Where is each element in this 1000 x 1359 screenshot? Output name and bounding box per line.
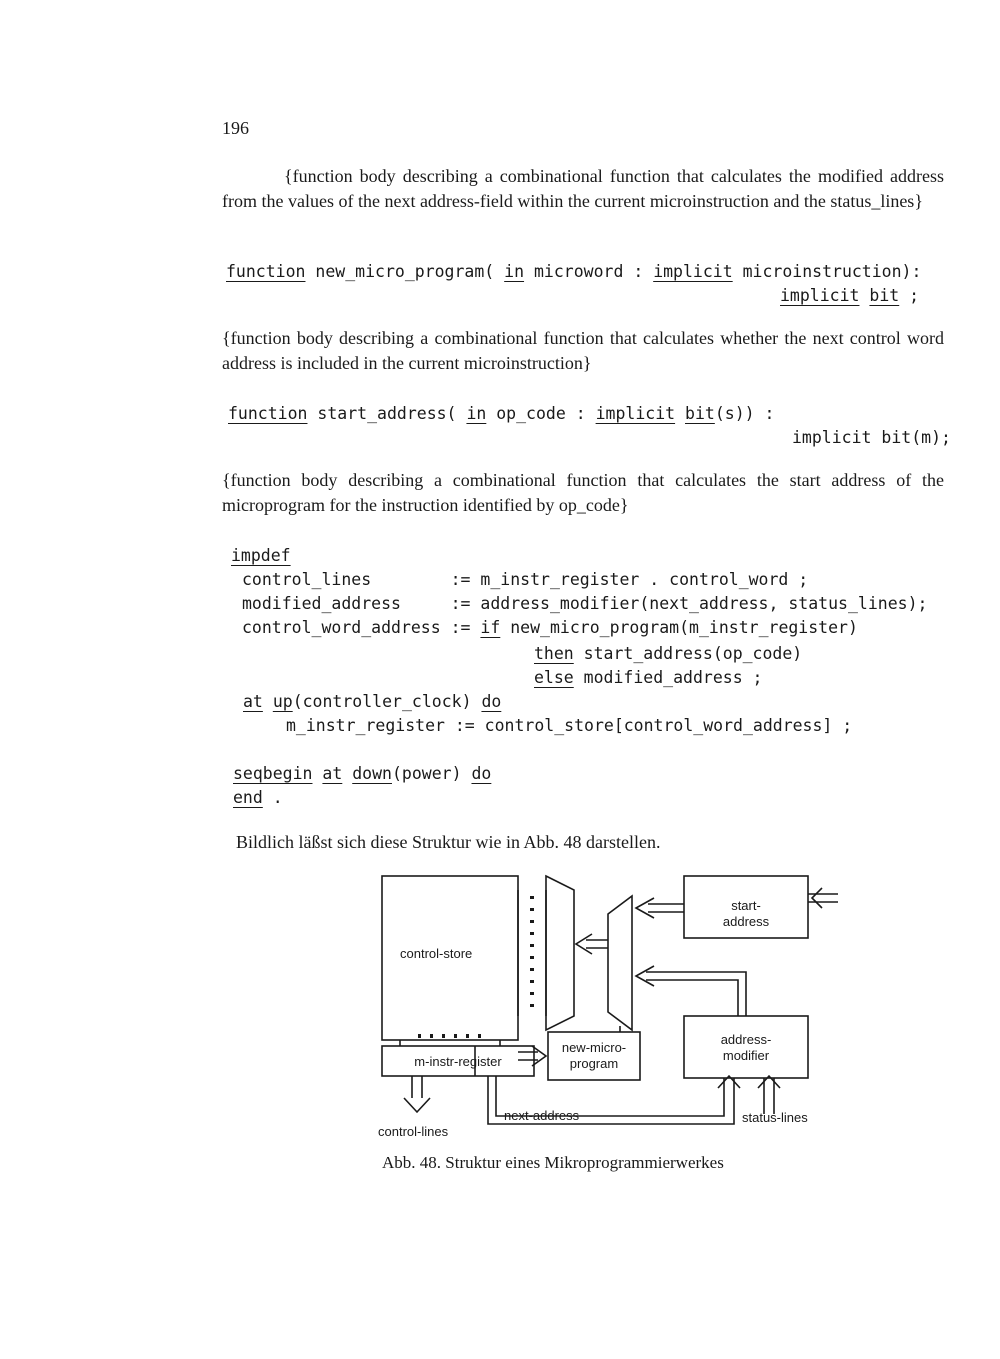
- label-new-micro-1: new-micro-: [561, 1040, 627, 1055]
- label-address-modifier-1: address-: [720, 1032, 772, 1047]
- label-address-modifier-2: modifier: [722, 1048, 770, 1063]
- code-text: .: [262, 788, 283, 807]
- control-lines-arrowhead: [404, 1098, 430, 1112]
- code-seqbegin: [233, 762, 491, 786]
- code-text: op_code :: [486, 404, 596, 423]
- label-start-address-1: start-: [731, 898, 761, 913]
- address-modifier-block: [684, 1016, 808, 1078]
- label-next-address: next-address: [504, 1108, 580, 1123]
- code-impdef-keyword: [231, 544, 291, 568]
- keyword-implicit: implicit: [595, 404, 676, 423]
- page-number: 196: [222, 118, 249, 138]
- label-control-store: control-store: [400, 946, 473, 961]
- keyword-do: do: [471, 764, 492, 783]
- code-text: (s)) :: [714, 404, 775, 423]
- code-text: start_address(op_code): [573, 644, 803, 663]
- keyword-at: at: [322, 764, 343, 783]
- label-start-address-2: address: [722, 914, 770, 929]
- keyword-if: if: [480, 618, 501, 637]
- code-function-start-address: [228, 402, 774, 426]
- paragraph-new-micro-program: {function body describing a combinational function that calculates whether the next control word address is included in the current microinstruction}: [222, 328, 944, 373]
- op-code-arrowhead: [812, 888, 822, 908]
- keyword-down: down: [352, 764, 392, 783]
- modifier-link-inner: [646, 980, 738, 1016]
- keyword-impdef: impdef: [231, 546, 291, 565]
- keyword-seqbegin: seqbegin: [233, 764, 313, 783]
- code-text: microinstruction):: [732, 262, 922, 281]
- paragraph-start-address: {function body describing a combinational function that calculates the start address of the microprogram for the instruction identified by op_code}: [222, 470, 944, 515]
- label-m-instr-register: m-instr-register: [414, 1054, 502, 1069]
- code-then-branch: [534, 642, 802, 666]
- label-new-micro-2: program: [569, 1056, 619, 1071]
- keyword-do: do: [481, 692, 502, 711]
- code-control-word-address: [242, 616, 858, 640]
- code-text: new_micro_program(m_instr_register): [500, 618, 858, 637]
- keyword-function: function: [226, 262, 306, 281]
- code-text: new_micro_program(: [305, 262, 505, 281]
- code-function-new-micro-program: [226, 260, 921, 284]
- modifier-link-outer: [646, 972, 746, 1016]
- keyword-in: in: [504, 262, 525, 281]
- start-address-arrowhead: [636, 898, 654, 918]
- code-text: [263, 692, 273, 711]
- paragraph-modified-address: {function body describing a combinational function that calculates the modified address from the values of the next address-field within the current microinstruction and the status_lines}: [222, 166, 944, 211]
- code-else-branch: [534, 666, 763, 690]
- figure-intro-text: Bildlich läßst sich diese Struktur wie in Abb. 48 darstellen.: [236, 832, 661, 852]
- keyword-up: up: [272, 692, 293, 711]
- keyword-in: in: [466, 404, 487, 423]
- code-end: [233, 786, 283, 810]
- code-control-lines: control_lines := m_instr_register . control_word ;: [242, 570, 809, 589]
- figure-caption: Abb. 48. Struktur eines Mikroprogrammierwerkes: [382, 1153, 724, 1172]
- code-text: microword :: [524, 262, 654, 281]
- code-text: modified_address ;: [573, 668, 763, 687]
- keyword-function: function: [228, 404, 308, 423]
- code-register-assignment: m_instr_register := control_store[control_word_address] ;: [286, 716, 853, 735]
- modifier-arrowhead: [636, 966, 654, 986]
- code-text: ;: [899, 286, 920, 305]
- keyword-bit: bit: [685, 404, 715, 423]
- keyword-implicit: implicit: [653, 262, 733, 281]
- control-store-multiplexer: [546, 876, 574, 1030]
- keyword-end: end: [233, 788, 263, 807]
- keyword-implicit: implicit: [780, 286, 860, 305]
- address-multiplexer: [608, 896, 632, 1030]
- code-function-start-address-cont: implicit bit(m);: [792, 428, 951, 447]
- code-text: (power): [391, 764, 472, 783]
- label-control-lines: control-lines: [378, 1124, 449, 1139]
- keyword-then: then: [534, 644, 574, 663]
- keyword-bit: bit: [869, 286, 900, 305]
- keyword-at: at: [243, 692, 263, 711]
- code-text: start_address(: [307, 404, 467, 423]
- code-text: (controller_clock): [292, 692, 482, 711]
- code-text: control_word_address :=: [242, 618, 481, 637]
- code-at-up-clock: [243, 690, 501, 714]
- microprogram-structure-diagram: [370, 866, 850, 1148]
- label-status-lines: status-lines: [742, 1110, 808, 1125]
- code-modified-address: modified_address := address_modifier(next_address, status_lines);: [242, 594, 928, 613]
- mux-link-arrowhead: [576, 934, 592, 954]
- code-function-new-micro-program-cont: [780, 284, 919, 308]
- keyword-else: else: [534, 668, 574, 687]
